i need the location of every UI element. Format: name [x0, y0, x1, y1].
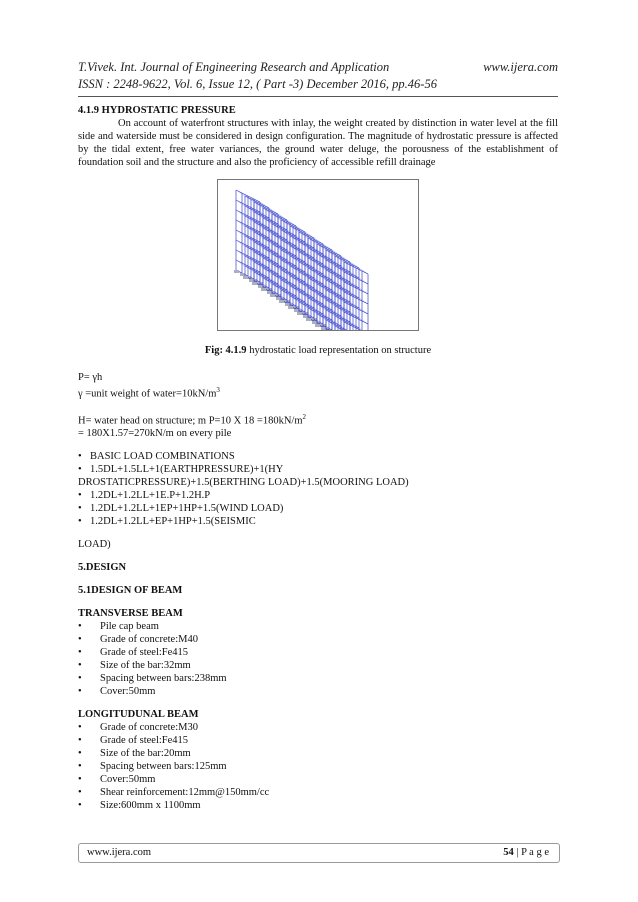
gamma-unit-sup: 3 [216, 386, 220, 394]
list-item: • 1.2DL+1.2LL+1E.P+1.2H.P [78, 489, 558, 502]
load-combination-list [78, 450, 558, 476]
list-item: • Spacing between bars:125mm [78, 760, 558, 773]
load-combination-wrap: DROSTATICPRESSURE)+1.5(BERTHING LOAD)+1.5(MOORING LOAD) [78, 477, 409, 488]
list-item: • 1.5DL+1.5LL+1(EARTHPRESSURE)+1(HY [78, 463, 558, 476]
formula-h-text: H= water head on structure; m P=10 X 18 =180kN/m [78, 415, 303, 426]
longitudinal-beam-heading: LONGITUDUNAL BEAM [78, 709, 199, 720]
page-body [78, 104, 558, 812]
page-number [503, 844, 549, 862]
list-item: • Size of the bar:20mm [78, 747, 558, 760]
figure-label: Fig: 4.1.9 [204, 345, 247, 356]
list-item: • Shear reinforcement:12mm@150mm/cc [78, 786, 558, 799]
formula-h [78, 411, 558, 428]
list-item: • Size:600mm x 1100mm [78, 799, 558, 812]
journal-url[interactable]: www.ijera.com [483, 60, 558, 74]
formula-pile: = 180X1.57=270kN/m on every pile [78, 428, 232, 439]
formula-gamma-text: γ =unit weight of water=10kN/m [78, 388, 217, 400]
list-item: • 1.2DL+1.2LL+EP+1HP+1.5(SEISMIC [78, 515, 558, 528]
formula-gamma [78, 384, 558, 401]
issn-line: ISSN : 2248-9622, Vol. 6, Issue 12, ( Part -3) December 2016, pp.46-56 [78, 77, 437, 91]
list-item: • Size of the bar:32mm [78, 659, 558, 672]
structure-model-image [218, 180, 418, 330]
design-beam-heading: 5.1DESIGN OF BEAM [78, 585, 183, 596]
formula-p: P= γh [78, 372, 103, 383]
list-item: • 1.2DL+1.2LL+1EP+1HP+1.5(WIND LOAD) [78, 502, 558, 515]
structure-figure [217, 179, 419, 331]
footer-url[interactable]: www.ijera.com [87, 847, 152, 858]
transverse-beam-heading: TRANSVERSE BEAM [78, 608, 183, 619]
list-item: • Grade of concrete:M30 [78, 721, 558, 734]
section-heading-hydrostatic: 4.1.9 HYDROSTATIC PRESSURE [78, 105, 236, 116]
list-item: • BASIC LOAD COMBINATIONS [78, 450, 558, 463]
h-unit-sup: 2 [302, 412, 307, 421]
page-footer [78, 843, 560, 863]
page-label: | P a g e [513, 847, 549, 858]
hydrostatic-paragraph: On account of waterfront structures with inlay, the weight created by distinction in water level at the fill side and waterside must be considered in design configuration. The magnitude of hydrostatic pressure is affected by the tidal extent, free water variances, the ground water deluge, the porousness of the establishment of foundation soil and the structure and also the proficiency of accessible refill drainage [78, 118, 558, 168]
design-heading: 5.DESIGN [78, 562, 127, 573]
list-item: • Grade of steel:Fe415 [78, 734, 558, 747]
page-number-value: 54 [503, 847, 514, 858]
list-item: • Cover:50mm [78, 685, 558, 698]
load-combination-list-cont [78, 489, 558, 528]
figure-caption [78, 344, 558, 357]
figure-caption-text: hydrostatic load representation on structure [249, 345, 432, 356]
longitudinal-beam-list [78, 721, 558, 812]
transverse-beam-list [78, 620, 558, 698]
list-item: • Cover:50mm [78, 773, 558, 786]
journal-title: T.Vivek. Int. Journal of Engineering Research and Application [78, 60, 390, 74]
load-combination-tail: LOAD) [78, 539, 111, 550]
header-rule [78, 96, 558, 97]
list-item: • Pile cap beam [78, 620, 558, 633]
list-item: • Spacing between bars:238mm [78, 672, 558, 685]
list-item: • Grade of concrete:M40 [78, 633, 558, 646]
list-item: • Grade of steel:Fe415 [78, 646, 558, 659]
